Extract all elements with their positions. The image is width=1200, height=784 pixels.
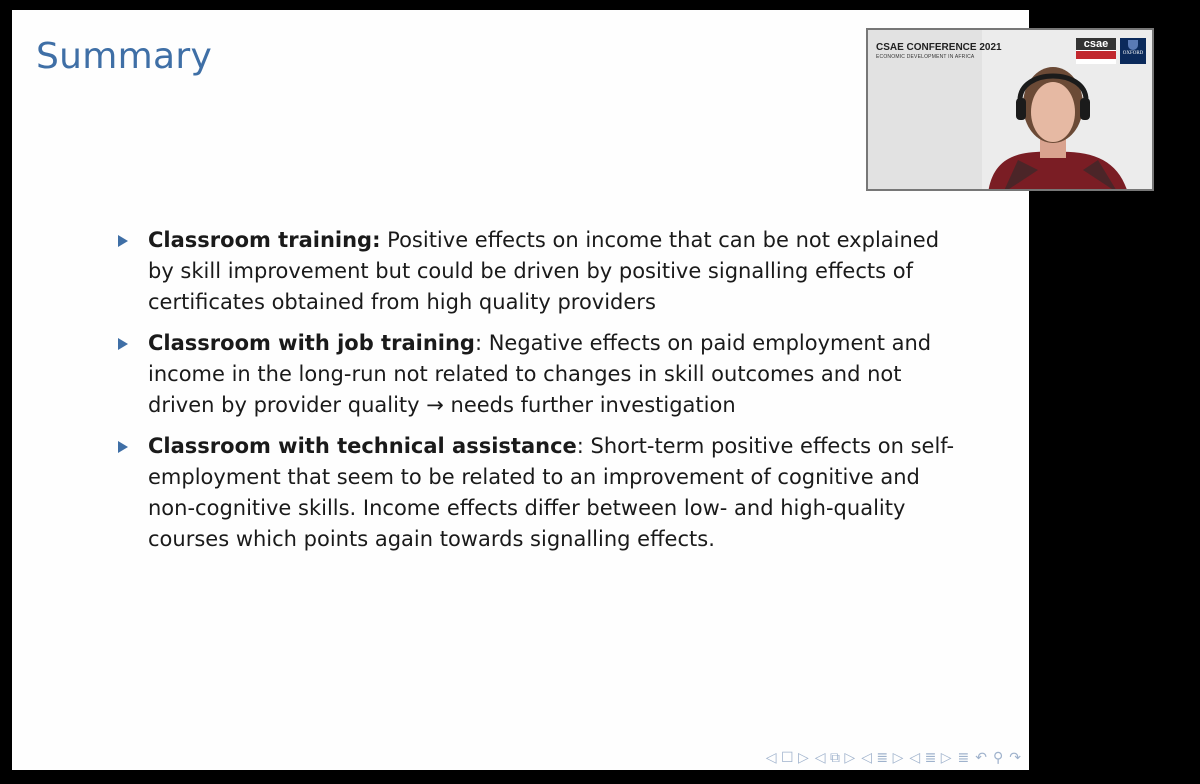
bullet-item xyxy=(118,225,958,318)
bullet-text: Positive effects on income that can be not explained by skill improvement but could be driven by positive signalling effects of certificates obtained from high quality providers xyxy=(148,228,940,314)
bullet-item xyxy=(118,431,958,555)
triangle-bullet-icon xyxy=(118,441,128,453)
speaker-avatar xyxy=(968,60,1138,191)
bullet-text: : Short-term positive effects on self-employment that seem to be related to an improvement of cognitive and non-cognitive skills. Income effects differ between low- and high-quality courses which points again towards signalling effects. xyxy=(148,434,955,551)
webcam-video xyxy=(866,28,1154,191)
top-bar xyxy=(0,0,1200,10)
conference-subtitle: ECONOMIC DEVELOPMENT IN AFRICA xyxy=(876,54,975,60)
bullet-heading: Classroom with job training xyxy=(148,331,475,355)
nav-frame-icon[interactable]: ◁ ⧉ ▷ xyxy=(814,750,856,766)
bullet-heading: Classroom with technical assistance xyxy=(148,434,577,458)
nav-redo-icon[interactable]: ↷ xyxy=(1009,750,1021,766)
bullet-text: : Negative effects on paid employment and income in the long-run not related to changes in skill outcomes and not driven by provider quality → needs further investigation xyxy=(148,331,932,417)
nav-prev-section-icon[interactable]: ◁ ≣ ▷ xyxy=(861,750,904,766)
slide-title: Summary xyxy=(36,36,213,77)
bullet-heading: Classroom training: xyxy=(148,228,381,252)
bullet-list xyxy=(118,225,958,565)
oxford-logo-text: OXFORD xyxy=(1122,51,1144,56)
csae-logo-stripe xyxy=(1076,51,1116,59)
beamer-navigation xyxy=(766,750,1021,766)
csae-logo-text: csae xyxy=(1076,38,1116,50)
nav-align-icon[interactable]: ≣ xyxy=(957,750,970,766)
oxford-crest-icon xyxy=(1128,40,1138,50)
triangle-bullet-icon xyxy=(118,338,128,350)
nav-first-icon[interactable]: ◁ ☐ ▷ xyxy=(765,750,809,766)
bullet-item xyxy=(118,328,958,421)
nav-undo-icon[interactable]: ↶ xyxy=(975,750,987,766)
conference-title: CSAE CONFERENCE 2021 xyxy=(876,42,1002,53)
nav-prev-subsection-icon[interactable]: ◁ ≣ ▷ xyxy=(909,750,952,766)
nav-search-icon[interactable]: ⚲ xyxy=(993,750,1004,766)
triangle-bullet-icon xyxy=(118,235,128,247)
